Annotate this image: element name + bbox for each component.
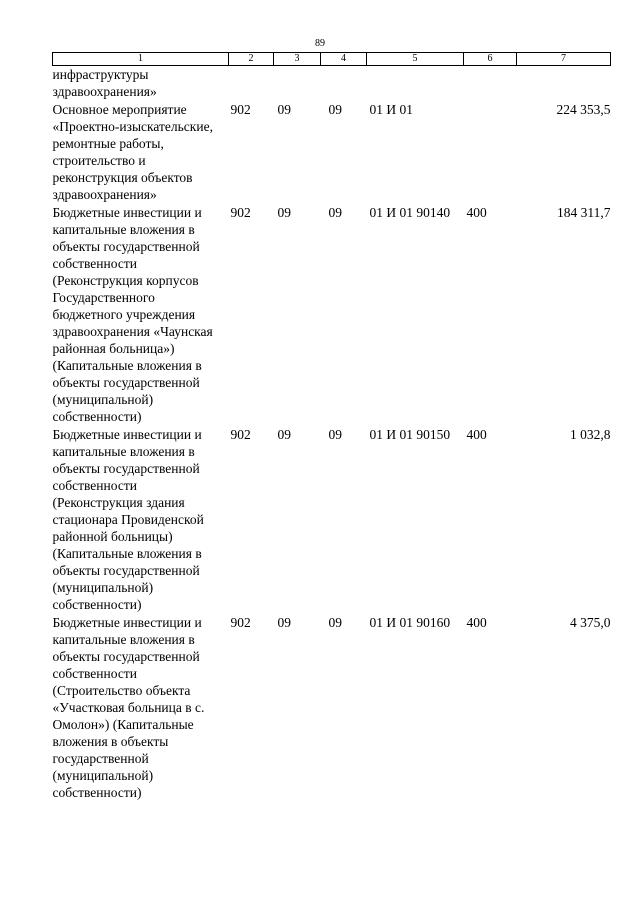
row-name: Бюджетные инвестиции и капитальные вложения в объекты государственной собственности (Строительство объекта «Участковая больница в с. Омолон») (Капитальные вложения в объекты государственной (муниципальной) собственности) bbox=[52, 615, 205, 800]
row-target-code bbox=[367, 66, 464, 102]
row-expense-type: 400 bbox=[466, 615, 487, 630]
row-subsection: 09 bbox=[328, 427, 342, 442]
column-number-header-row bbox=[53, 53, 611, 66]
row-grbs: 902 bbox=[230, 205, 251, 220]
row-amount: 184 311,7 bbox=[557, 205, 611, 220]
row-name: Бюджетные инвестиции и капитальные вложения в объекты государственной собственности (Реконструкция здания стационара Провиденской районной больницы) (Капитальные вложения в объекты государственной (муниципальной) собственности) bbox=[52, 427, 204, 612]
row-target-code: 01 И 01 bbox=[369, 102, 413, 117]
row-name: Основное мероприятие «Проектно-изыскательские, ремонтные работы, строительство и реконструкция объектов здравоохранения» bbox=[52, 102, 213, 202]
row-grbs bbox=[229, 66, 274, 102]
column-header-2: 2 bbox=[229, 53, 274, 66]
table-row bbox=[53, 101, 611, 204]
row-expense-type bbox=[464, 101, 517, 204]
column-header-1: 1 bbox=[53, 53, 229, 66]
row-grbs: 902 bbox=[230, 102, 251, 117]
row-section: 09 bbox=[277, 427, 291, 442]
row-subsection: 09 bbox=[328, 205, 342, 220]
row-subsection bbox=[321, 66, 367, 102]
column-header-6: 6 bbox=[464, 53, 517, 66]
table-row bbox=[53, 204, 611, 426]
row-name: инфраструктуры здравоохранения» bbox=[52, 67, 157, 99]
row-grbs: 902 bbox=[230, 615, 251, 630]
row-grbs: 902 bbox=[230, 427, 251, 442]
column-header-5: 5 bbox=[367, 53, 464, 66]
row-target-code: 01 И 01 90160 bbox=[369, 615, 451, 630]
column-header-4: 4 bbox=[321, 53, 367, 66]
row-target-code: 01 И 01 90150 bbox=[369, 427, 451, 442]
row-expense-type: 400 bbox=[466, 205, 487, 220]
row-section bbox=[274, 66, 321, 102]
row-amount: 224 353,5 bbox=[556, 102, 611, 117]
row-section: 09 bbox=[277, 102, 291, 117]
row-expense-type: 400 bbox=[466, 427, 487, 442]
row-section: 09 bbox=[277, 205, 291, 220]
row-amount: 4 375,0 bbox=[570, 615, 611, 630]
row-amount: 1 032,8 bbox=[570, 427, 611, 442]
table-row bbox=[53, 614, 611, 802]
row-section: 09 bbox=[277, 615, 291, 630]
page-number: 89 bbox=[315, 38, 325, 49]
column-header-7: 7 bbox=[517, 53, 611, 66]
row-amount bbox=[517, 66, 611, 102]
row-subsection: 09 bbox=[328, 615, 342, 630]
budget-table bbox=[52, 52, 611, 802]
row-expense-type bbox=[464, 66, 517, 102]
table-row bbox=[53, 66, 611, 102]
row-subsection: 09 bbox=[328, 102, 342, 117]
column-header-3: 3 bbox=[274, 53, 321, 66]
table-row bbox=[53, 426, 611, 614]
row-name: Бюджетные инвестиции и капитальные вложения в объекты государственной собственности (Реконструкция корпусов Государственного бюджетного учреждения здравоохранения «Чаунская районная больница») (Капитальные вложения в объекты государственной (муниципальной) собственности) bbox=[52, 205, 213, 424]
row-target-code: 01 И 01 90140 bbox=[369, 205, 451, 220]
